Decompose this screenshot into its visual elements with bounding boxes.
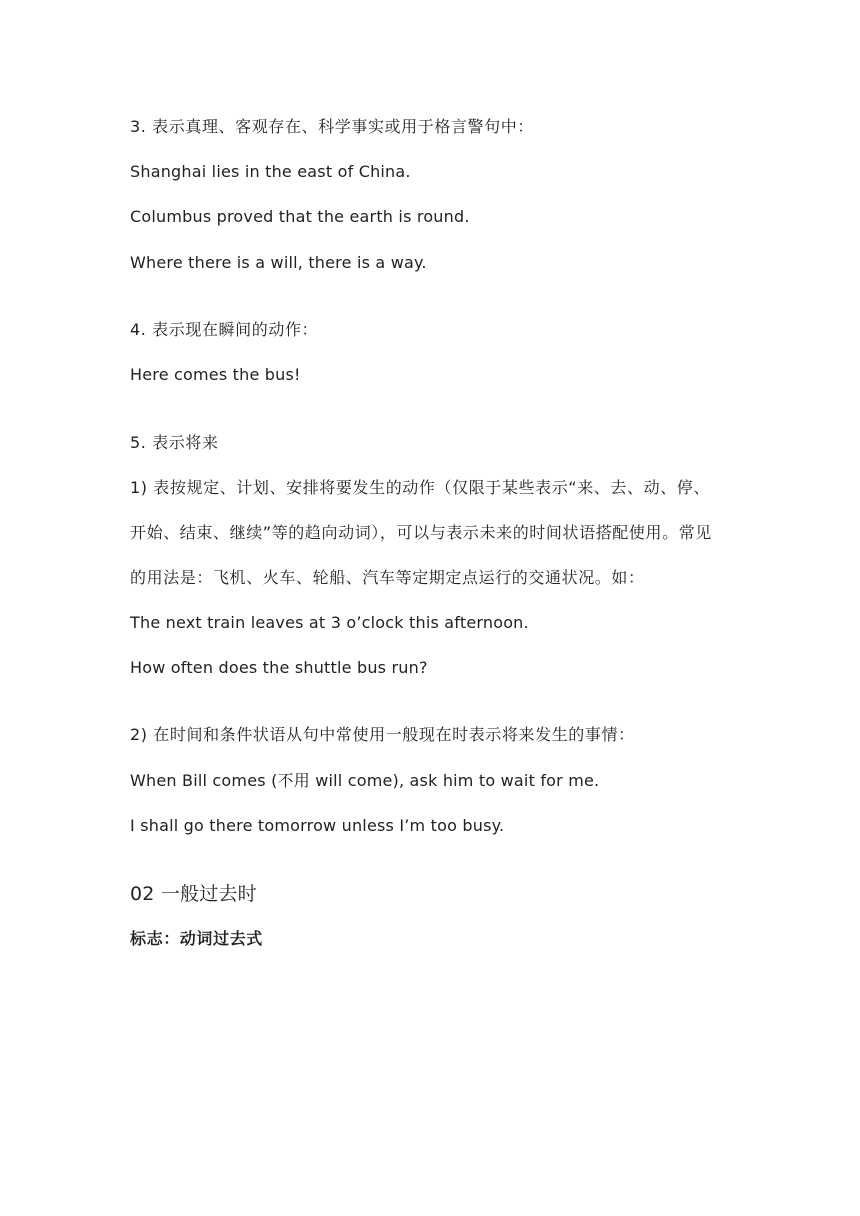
example-sentence: The next train leaves at 3 o’clock this afternoon. — [130, 613, 529, 632]
section-5-item-2-heading: 2) 在时间和条件状语从句中常使用一般现在时表示将来发生的事情： — [130, 725, 635, 744]
section-02-title: 02 一般过去时 — [130, 883, 257, 905]
example-sentence: Here comes the bus! — [130, 365, 301, 384]
section-5-item-1-line: 1) 表按规定、计划、安排将要发生的动作（仅限于某些表示“来、去、动、停、 — [130, 478, 710, 497]
example-sentence: How often does the shuttle bus run? — [130, 658, 428, 677]
section-02-marker: 标志：动词过去式 — [130, 929, 263, 948]
section-5-heading: 5. 表示将来 — [130, 433, 219, 452]
section-5-item-1-line: 开始、结束、继续”等的趋向动词），可以与表示未来的时间状语搭配使用。常见 — [130, 523, 712, 542]
section-4-heading: 4. 表示现在瞬间的动作： — [130, 320, 319, 339]
example-sentence: When Bill comes (不用 will come), ask him to wait for me. — [130, 771, 600, 790]
example-sentence: Shanghai lies in the east of China. — [130, 162, 411, 181]
section-5-item-1-line: 的用法是：飞机、火车、轮船、汽车等定期定点运行的交通状况。如： — [130, 568, 645, 587]
example-sentence: Columbus proved that the earth is round. — [130, 207, 470, 226]
example-sentence: I shall go there tomorrow unless I’m too busy. — [130, 816, 505, 835]
section-3-heading: 3. 表示真理、客观存在、科学事实或用于格言警句中： — [130, 117, 534, 136]
example-sentence: Where there is a will, there is a way. — [130, 253, 427, 272]
